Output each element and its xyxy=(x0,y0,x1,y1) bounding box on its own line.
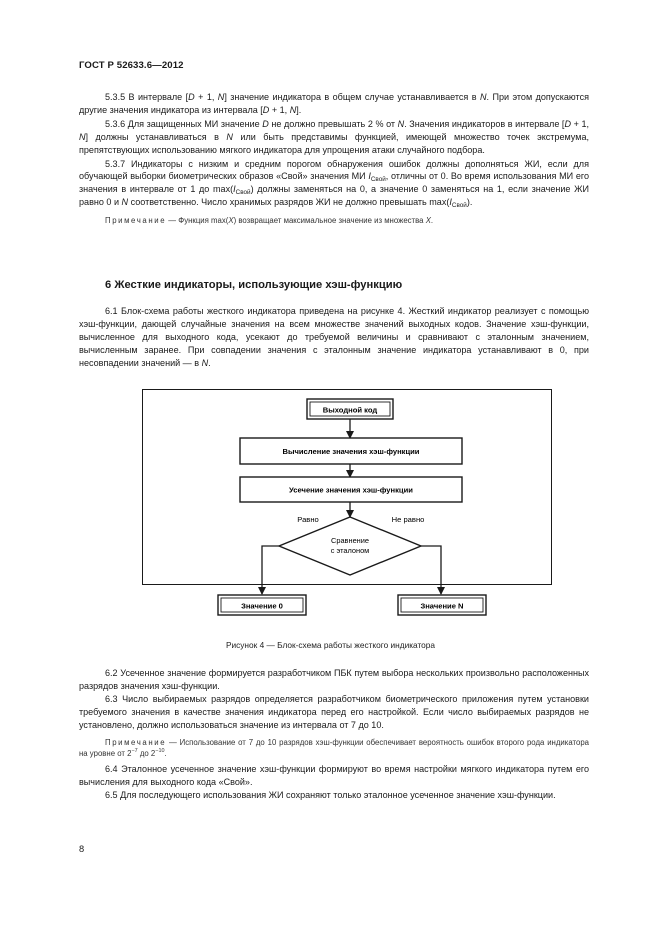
paragraph-6-5: 6.5 Для последующего использования ЖИ сохраняют только эталонное усеченное значение хэш-функции. xyxy=(105,789,556,800)
note-hash-bits: Примечание — Использование от 7 до 10 разрядов хэш-функции обеспечивает вероятность ошибок второго рода индикатора на уровне от $2^{-7}$ до $2^{-10}$. xyxy=(79,737,589,758)
value-n-label: Значение N xyxy=(420,601,464,611)
paragraph-6-2: 6.2 Усеченное значение формируется разработчиком ПБК путем выбора нескольких произвольно расположенных разрядов значения хэш-функции. xyxy=(79,668,589,691)
arrow-not-equal-branch xyxy=(421,546,441,594)
compute-hash-label: Вычисление значения хэш-функции xyxy=(282,447,420,456)
compare-label-line1: Сравнение xyxy=(331,536,369,545)
paragraph-6-4: 6.4 Эталонное усеченное значение хэш-функции формируют во время настройки мягкого индикатора путем его вычисления для выходного кода «Свой». xyxy=(79,763,589,787)
paragraph-6-1: 6.1 Блок-схема работы жесткого индикатора приведена на рисунке 4. Жесткий индикатор реализует с помощью хэш-функции, дающей случайные значения на всем множестве значений выходных кодов. Значение хэш-функции, вычисленное для выходного кода, усекают до требуемой величины и сравнивают с эталонным значением, вычисленным заранее. При совпадении значения с эталонным значение индикатора устанавливают в 0, при несовпадении значений — в N. xyxy=(79,306,589,368)
output-code-label: Выходной код xyxy=(322,405,378,415)
equal-label: Равно xyxy=(297,515,319,524)
figure-4-caption: Рисунок 4 — Блок-схема работы жесткого индикатора xyxy=(225,640,436,650)
not-equal-label: Не равно xyxy=(391,515,425,524)
section-6-heading: 6 Жесткие индикаторы, использующие хэш-функцию xyxy=(105,279,403,291)
arrow-equal-branch xyxy=(262,546,279,594)
paragraph-6-3: 6.3 Число выбираемых разрядов определяется разработчиком биометрического приложения путем установки требуемого значения в качестве значения индикатора перед его настройкой. Если число выбираемых разрядов не установлено, должно использоваться значение из интервала от 7 до 10. xyxy=(79,693,589,730)
value-zero-label: Значение 0 xyxy=(241,601,283,611)
note-max-function: Примечание — Функция max(X) возвращает максимальное значение из множества X. xyxy=(105,216,434,226)
page-number: 8 xyxy=(79,844,85,854)
truncate-hash-label: Усечение значения хэш-функции xyxy=(289,485,413,495)
compare-label-line2: с эталоном xyxy=(330,546,370,555)
paragraph-5-3-6: 5.3.6 Для защищенных МИ значение D не должно превышать 2 % от N. Значения индикаторов в интервале [D + 1, N] должны устанавливаться в N или быть представимы функцией, имеющей множество точек экстремума, препятствующих использованию мягкого индикатора для упрощения атаки случайного подбора. xyxy=(79,118,589,155)
section-6-2-to-6-5-text xyxy=(79,667,589,802)
paragraph-5-3-7: 5.3.7 Индикаторы с низким и средним порогом обнаружения ошибок должны дополняться ЖИ, если для обучающей выборки биометрических образов «Свой» значения МИ $I_{Свой}$, отличны от 0. Во время использования МИ его значения в интервале от 1 до $\max(I_{Свой})$ должны заменяться на 0, а значение 0 заменяться на 1, если значение ЖИ равно 0 и N соответственно. Число хранимых разрядов ЖИ не должно превышать $\max(I_{Свой})$. xyxy=(79,158,589,210)
document-header: ГОСТ Р 52633.6—2012 xyxy=(79,60,184,71)
paragraph-5-3-5: 5.3.5 В интервале [D + 1, N] значение индикатора в общем случае устанавливается в N. При этом допускаются другие значения индикатора из интервала [D + 1, N]. xyxy=(79,92,589,115)
